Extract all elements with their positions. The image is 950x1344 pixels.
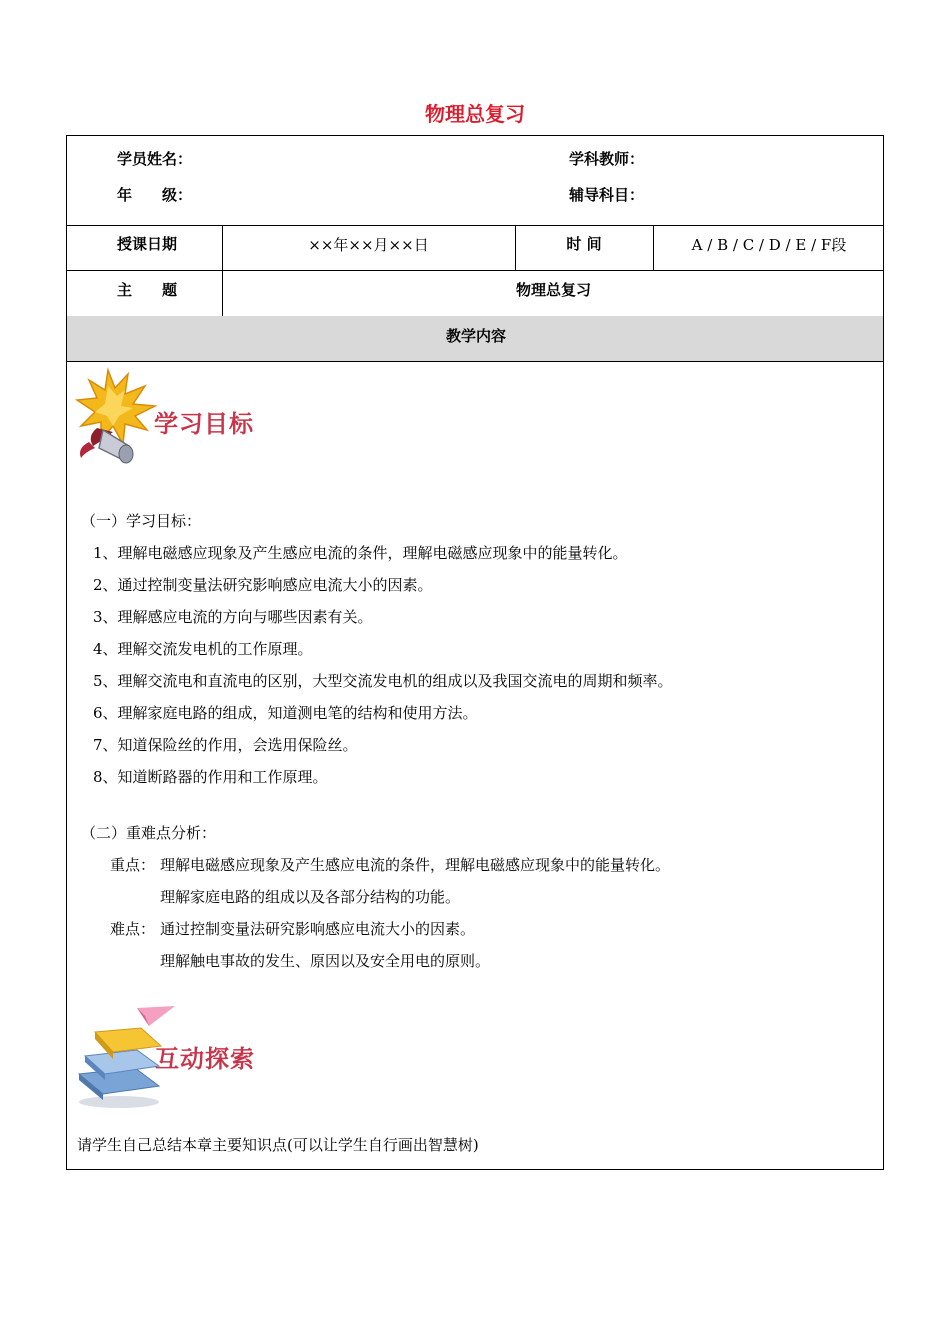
lesson-sheet [66,135,884,1170]
explore-banner-title: 互动探索 [155,1045,255,1073]
goal-item: 1、理解电磁感应现象及产生感应电流的条件，理解电磁感应现象中的能量转化。 [93,544,628,562]
document-title: 物理总复习 [425,102,525,126]
student-name-label: 学员姓名： [117,150,193,168]
subject-label: 辅导科目： [569,186,645,204]
goal-item: 2、通过控制变量法研究影响感应电流大小的因素。 [93,576,433,594]
time-label: 时 间 [566,235,602,253]
key-point-text: 理解电磁感应现象及产生感应电流的条件，理解电磁感应现象中的能量转化。 [160,856,671,874]
maple-bell-icon [73,366,163,466]
explore-instruction: 请学生自己总结本章主要知识点(可以让学生自行画出智慧树) [77,1136,479,1154]
goal-item: 8、知道断路器的作用和工作原理。 [93,768,328,786]
goal-item: 6、理解家庭电路的组成，知道测电笔的结构和使用方法。 [93,704,478,722]
key-point-text: 理解家庭电路的组成以及各部分结构的功能。 [160,888,461,906]
row-divider [67,361,883,362]
goal-item: 5、理解交流电和直流电的区别，大型交流发电机的组成以及我国交流电的周期和频率。 [93,672,673,690]
topic-label: 主 题 [117,281,178,299]
time-value: A / B / C / D / E / F段 [691,236,847,254]
analysis-heading: （二）重难点分析： [81,824,217,842]
date-value: ××年××月××日 [308,236,429,254]
topic-value: 物理总复习 [515,281,591,299]
grade-label: 年 级： [117,186,193,204]
teacher-label: 学科教师： [569,150,645,168]
row-divider [67,225,883,226]
goal-item: 4、理解交流发电机的工作原理。 [93,640,313,658]
difficulty-text: 通过控制变量法研究影响感应电流大小的因素。 [160,920,476,938]
difficulty-label: 难点： [110,920,156,938]
goals-banner-title: 学习目标 [154,410,254,438]
date-label: 授课日期 [117,235,178,253]
goal-item: 7、知道保险丝的作用，会选用保险丝。 [93,736,358,754]
goals-heading: （一）学习目标： [81,512,202,530]
difficulty-text: 理解触电事故的发生、原因以及安全用电的原则。 [160,952,491,970]
row-divider [67,270,883,271]
content-label: 教学内容 [445,327,506,345]
key-point-label: 重点： [110,856,156,874]
goal-item: 3、理解感应电流的方向与哪些因素有关。 [93,608,373,626]
